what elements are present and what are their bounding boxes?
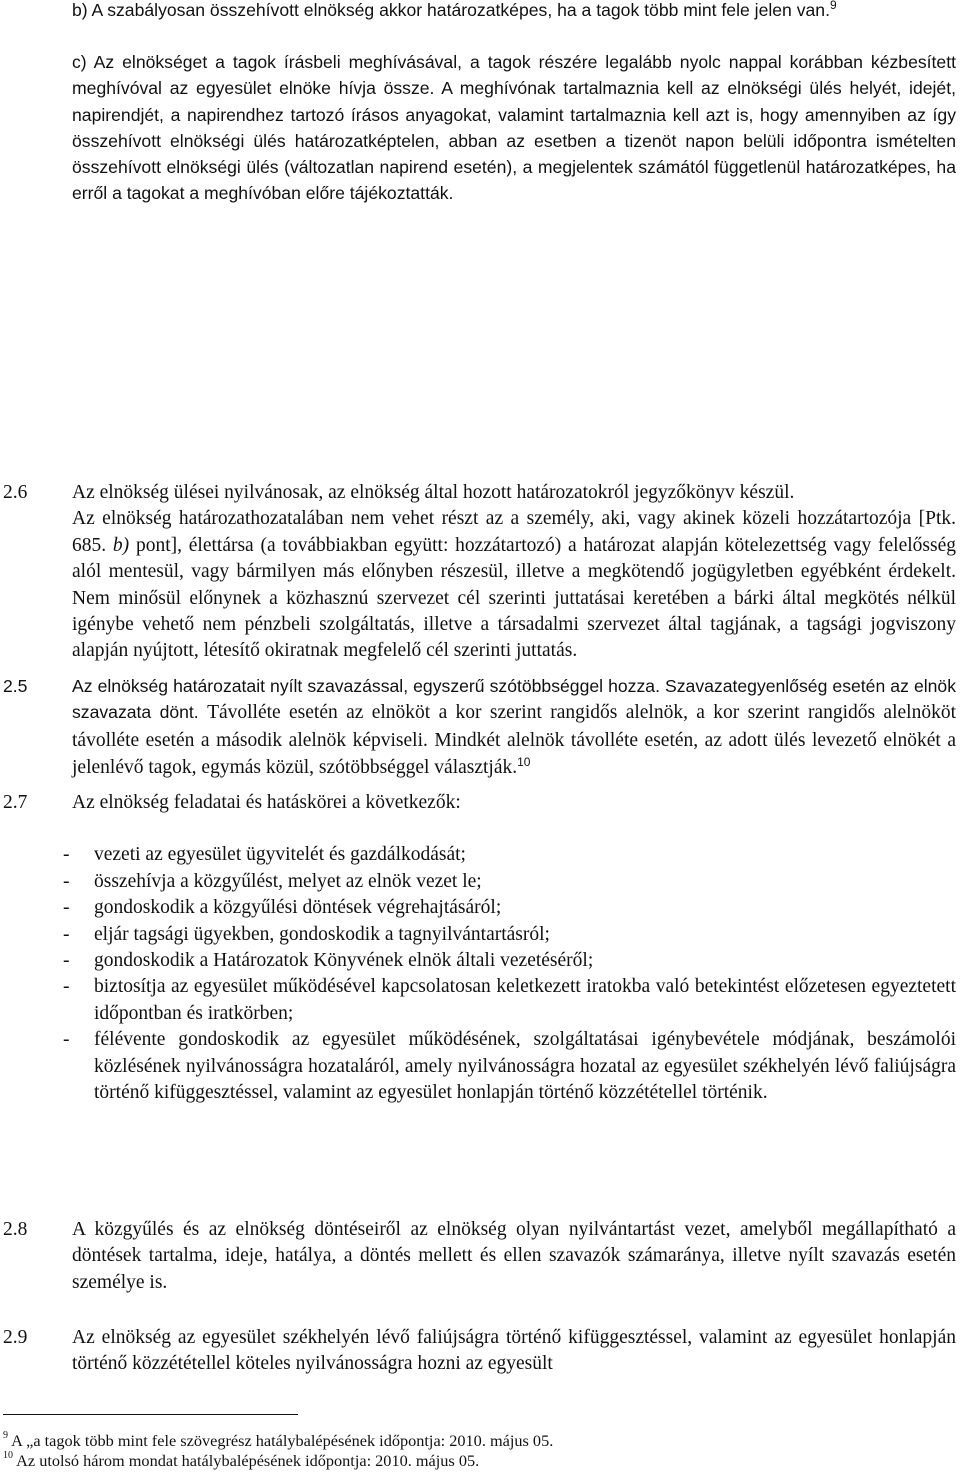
section-body: A közgyűlés és az elnökség döntéseiről az elnökség olyan nyilvántartást vezet, amelyből megállapítható a döntések tartalma, ideje, hatálya, a döntés mellett és ellen szavazók számaránya, illetve nyílt szavazás esetén személye is.	[72, 1219, 956, 1293]
footnote-ref-10: 10	[517, 754, 531, 769]
section-2-6-paragraph-2: Az elnökség határozathozatalában nem vehet részt az a személy, aki, vagy akinek közeli hozzátartozója [Ptk. 685. b) pont], élettársa (a továbbiakban együtt: hozzátartozó) a határozat alapján kötelezettség vagy felelősség alól mentesül, vagy bármilyen más előnyben részesül, illetve a megkötendő jogügyletben egyébként érdekelt. Nem minősül előnynek a közhasznú szervezet cél szerinti juttatásai keretében a bárki által megkötés nélkül igénybe vehető nem pénzbeli szolgáltatás, illetve a társadalmi szervezet által tagjának, a tagsági jogviszony alapján nyújtott, létesítő okiratnak megfelelő cél szerinti juttatás.	[72, 508, 957, 662]
footnote-ref-9: 9	[829, 0, 837, 12]
duties-list	[63, 842, 956, 1106]
section-body: Az elnökség az egyesület székhelyén lévő faliújságra történő kifüggesztéssel, valamint az egyesület honlapján történő közzététellel köteles nyilvánosságra hozni az egyesült	[72, 1327, 956, 1375]
footnote-9	[3, 1431, 553, 1451]
section-body	[72, 673, 956, 781]
section-number: 2.7	[3, 792, 28, 813]
paragraph-b	[72, 0, 956, 23]
section-number: 2.5	[3, 676, 28, 696]
section-number: 2.8	[3, 1219, 28, 1240]
section-2-5-text-b: Távolléte esetén az elnököt a kor szerint rangidős alelnök, a kor szerint rangidős alelnököt távolléte esetén a második alelnök képviseli. Mindkét alelnök távolléte esetén, az adott ülés levezető elnökét a jelenlévő tagok, egymás közül, szótöbbséggel választják.	[72, 702, 956, 778]
footnote-10	[3, 1451, 479, 1471]
section-body	[63, 790, 956, 1106]
footnote-text: Az utolsó három mondat hatálybalépésének időpontja: 2010. május 05.	[16, 1451, 480, 1470]
paragraph-c	[72, 49, 956, 207]
list-item: - félévente gondoskodik az egyesület működésének, szolgáltatásai igénybevétele módjának, beszámolói közlésének nyilvánosságra hozataláról, amely nyilvánosságra hozatal az egyesület székhelyén lévő faliújságra történő kifüggesztéssel, valamint az egyesület honlapján történő közzététellel történik.	[63, 1029, 956, 1104]
section-2-7-intro: Az elnökség feladatai és hatáskörei a következők:	[72, 792, 461, 813]
section-2-6-paragraph-1: Az elnökség ülései nyilvánosak, az elnökség által hozott határozatokról jegyzőkönyv készül.	[72, 482, 795, 503]
list-item: - biztosítja az egyesület működésével kapcsolatosan keletkezett iratokba való betekintést előzetesen egyeztetett időpontban és iratkörben;	[63, 976, 956, 1024]
footnote-number: 9	[3, 1430, 8, 1441]
list-item: - eljár tagsági ügyekben, gondoskodik a tagnyilvántartásról;	[63, 923, 550, 945]
footnote-number: 10	[3, 1450, 13, 1461]
section-number: 2.6	[3, 482, 28, 503]
italic-b: b)	[112, 534, 130, 556]
list-item: - gondoskodik a közgyűlési döntések végrehajtásáról;	[63, 897, 502, 919]
section-2-5-text-a: Az elnökség határozatait nyílt szavazással, egyszerű szótöbbséggel hozza. Szavazategyenlőség esetén az elnök szavazata dönt.	[72, 676, 956, 723]
paragraph-c-text: c) Az elnökséget a tagok írásbeli meghívásával, a tagok részére legalább nyolc nappal korábban kézbesített meghívóval az egyesület elnöke hívja össze. A meghívónak tartalmaznia kell az elnökségi ülés helyét, idejét, napirendjét, a napirendhez tartozó írásos anyagokat, valamint tartalmaznia kell azt is, hogy amennyiben az így összehívott elnökségi ülés határozatképtelen, abban az esetben a tizenöt napon belüli időpontra ismételten összehívott elnökségi ülés (változatlan napirend esetén), a megjelentek számától függetlenül határozatképes, ha erről a tagokat a meghívóban előre tájékoztatták.	[72, 52, 956, 204]
list-item: - összehívja a közgyűlést, melyet az elnök vezet le;	[63, 870, 482, 892]
list-item: - gondoskodik a Határozatok Könyvének elnök általi vezetéséről;	[63, 950, 594, 972]
paragraph-b-text: b) A szabályosan összehívott elnökség akkor határozatképes, ha a tagok több mint fele jelen van.	[72, 0, 830, 20]
list-item: - vezeti az egyesület ügyvitelét és gazdálkodását;	[63, 844, 466, 866]
section-number: 2.9	[3, 1327, 28, 1348]
footnote-text: A „a tagok több mint fele szövegrész hatálybalépésének időpontja: 2010. május 05.	[11, 1431, 554, 1450]
footnote-separator	[3, 1414, 298, 1415]
section-body	[72, 480, 956, 665]
